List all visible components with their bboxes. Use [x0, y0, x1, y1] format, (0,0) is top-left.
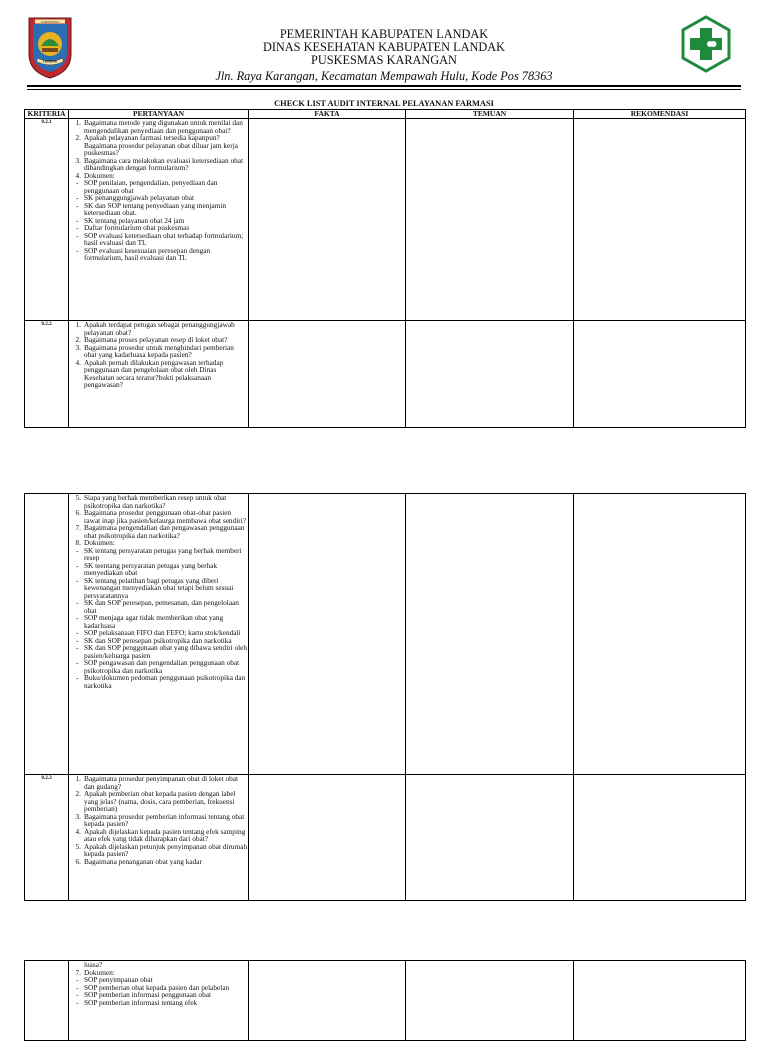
criteria-row: [25, 321, 746, 428]
document-list-item: [69, 547, 248, 562]
temuan-cell[interactable]: [406, 775, 574, 901]
puskesmas-green-cross-icon: [680, 15, 732, 73]
document-item-text: SOP pemberian informasi tentang efek: [84, 997, 198, 1007]
question-number: 7.: [75, 523, 81, 532]
temuan-cell[interactable]: [406, 494, 574, 775]
document-item-text: SK dan SOP penggunaan obat yang dibawa sendiri oleh pasien/keluarga pasien: [84, 643, 248, 660]
criteria-row: [25, 119, 746, 321]
bullet-dash: -: [76, 178, 79, 187]
document-item-text: SOP penilaian, pengendalian, penyediaan dan penggunaan obat: [84, 178, 218, 195]
question-item: [69, 321, 248, 336]
bullet-dash: -: [76, 658, 79, 667]
kriteria-cell: 8.2.1: [25, 119, 69, 321]
audit-table-page-2: [24, 493, 746, 901]
question-number: 2.: [75, 133, 81, 142]
document-list-item: [69, 562, 248, 577]
col-header-kriteria: KRITERIA: [25, 110, 69, 119]
question-text: Bagaimana cara melakukan evaluasi ketersediaan obat dibandingkan dengan formularium?: [84, 155, 244, 172]
bullet-dash: -: [76, 545, 79, 555]
document-item-text: SOP pemberian informasi penggunaan obat: [84, 990, 211, 999]
fakta-cell[interactable]: [249, 119, 406, 321]
document-list-item: [69, 614, 248, 629]
kriteria-cell: 8.2.3: [25, 775, 69, 901]
header-line-3: PUSKESMAS KARANGAN: [311, 53, 457, 67]
document-list-item: [69, 674, 248, 689]
bullet-dash: -: [76, 628, 79, 637]
temuan-cell[interactable]: [406, 961, 574, 1041]
document-list-item: [69, 247, 248, 262]
document-item-text: SOP pengawasan dan pengendalian penggunaan obat psikotropika dan narkotika: [84, 658, 240, 675]
header-address: Jln. Raya Karangan, Kecamatan Mempawah Hulu, Kode Pos 78363: [215, 69, 553, 83]
fakta-cell[interactable]: [249, 775, 406, 901]
header-rule-thick: [27, 85, 741, 87]
bullet-dash: -: [76, 200, 79, 210]
question-text: Siapa yang berhak memberikan resep untuk obat psikotropika dan narkotika?: [84, 493, 227, 510]
bullet-dash: -: [76, 673, 79, 682]
document-item-text: SOP evaluasi ketersediaan obat terhadap formularium; hasil evaluasi dan TL: [84, 230, 244, 247]
rekomendasi-cell[interactable]: [574, 321, 746, 428]
question-item: [69, 157, 248, 172]
document-item-text: SOP penyimpanan obat: [84, 975, 153, 984]
bullet-dash: -: [76, 997, 79, 1007]
header-rule-thin: [27, 89, 741, 90]
temuan-cell[interactable]: [406, 119, 574, 321]
question-text: Bagaimana prosedur penggunaan obat-obat pasien rawat inap jika pasien/kelaurga membawa obat sendiri?: [84, 508, 246, 525]
document-item-text: SOP evaluasi kesesuaian peresepan dengan formularium, hasil evaluasi dan TL: [84, 245, 211, 262]
audit-table-page-1: [24, 109, 746, 428]
document-list-item: [69, 179, 248, 194]
question-text: Bagaimana prosedur penyimpanan obat di loket obat dan gudang?: [84, 774, 239, 791]
document-item-text: SK teentang persyaratan petugas yang berhak menyediakan obat: [84, 560, 218, 577]
bullet-dash: -: [76, 982, 79, 992]
question-text: Apakah dijelaskan kepada pasien tentang efek samping atau efek yang tidak diharapkan dari obat?: [84, 826, 246, 843]
fakta-cell[interactable]: [249, 494, 406, 775]
question-text: Apakah pelayanan farmasi tersedia kapanpun? Bagaimana prosedur pelayanan obat diluar jam kerja puskesmas?: [84, 133, 238, 157]
criteria-row: [25, 494, 746, 775]
header-line-1: PEMERINTAH KABUPATEN LANDAK: [279, 27, 489, 41]
document-item-text: SOP menjaga agar tidak memberikan obat yang kadarluasa: [84, 613, 224, 630]
criteria-row: [25, 961, 746, 1041]
document-list-item: [69, 659, 248, 674]
question-item: [69, 134, 248, 157]
question-number: 5.: [75, 493, 81, 502]
question-number: 3.: [75, 811, 81, 821]
question-item: [69, 524, 248, 539]
bullet-dash: -: [76, 635, 79, 645]
question-number: 7.: [75, 967, 81, 977]
fakta-cell[interactable]: [249, 961, 406, 1041]
fakta-cell[interactable]: [249, 321, 406, 428]
question-item: [69, 509, 248, 524]
col-header-pertanyaan: PERTANYAAN: [69, 110, 249, 119]
question-text: Dokumen:: [84, 170, 115, 180]
question-item: [69, 359, 248, 389]
crest-bottom-text: LANDAK: [42, 59, 58, 64]
temuan-cell[interactable]: [406, 321, 574, 428]
pertanyaan-cell: [69, 119, 249, 321]
crest-top-text: KABUPATEN: [41, 19, 59, 24]
question-number: 6.: [75, 856, 81, 866]
question-number: 8.: [75, 538, 81, 547]
document-item-text: Daftar formularium obat puskesmas: [84, 223, 190, 232]
document-list-item: [69, 999, 248, 1007]
question-item: [69, 775, 248, 790]
question-number: 3.: [75, 155, 81, 165]
question-number: 2.: [75, 789, 81, 798]
kriteria-cell: [25, 494, 69, 775]
question-text: luasa?: [84, 960, 103, 969]
pertanyaan-cell: [69, 494, 249, 775]
document-item-text: SK penanggungjawab pelayanan obat: [84, 193, 195, 202]
question-item: [69, 494, 248, 509]
document-item-text: SOP pemberian obat kepada pasien dan pelabelan: [84, 982, 230, 992]
question-item: [69, 858, 248, 866]
document-item-text: SK tentang pelatihan bagi petugas yang diberi kewenangan menyediakan obat tetapi belum sesuai persyaratannya: [84, 575, 234, 600]
question-item: [69, 344, 248, 359]
question-number: 5.: [75, 841, 81, 851]
document-item-text: SK tentang persyaratan petugas yang berhak memberi resep: [84, 545, 242, 562]
question-item: [69, 813, 248, 828]
kriteria-cell: 8.2.2: [25, 321, 69, 428]
document-item-text: SK dan SOP tentang penyediaan yang menjamin ketersediaan obat.: [84, 200, 226, 217]
question-text: Bagaimana prosedur untuk menghindari pemberian obat yang kadarluasa kepada pasien?: [84, 342, 234, 359]
bullet-dash: -: [76, 193, 79, 202]
bullet-dash: -: [76, 230, 79, 240]
question-text: Bagaimana pengendalian dan pengawasan penggunaan obat psikotropika dan narkotika?: [84, 523, 245, 540]
question-number: 4.: [75, 357, 81, 367]
pertanyaan-cell: [69, 321, 249, 428]
question-text: Apakah pernah dilakukan pengawasan terhadap penggunaan dan pengelolaan obat oleh Dinas Kesehatan secara teratur?bukti pelaksanaan pengawasan?: [84, 357, 224, 389]
rekomendasi-cell[interactable]: [574, 961, 746, 1041]
rekomendasi-cell[interactable]: [574, 775, 746, 901]
bullet-dash: -: [76, 598, 79, 607]
question-text: Bagaimana metode yang digunakan untuk menilai dan mengendalikan penyediaan dan penggunaan obat?: [84, 118, 243, 135]
question-text: Bagaimana penanganan obat yang kadar: [84, 856, 202, 866]
question-item: [69, 843, 248, 858]
document-list-item: [69, 232, 248, 247]
document-item-text: SOP pelaksanaan FIFO dan FEFO; kartu stok/kendali: [84, 628, 241, 637]
criteria-row: [25, 775, 746, 901]
question-item: [69, 119, 248, 134]
pertanyaan-cell: [69, 961, 249, 1041]
bullet-dash: -: [76, 613, 79, 622]
document-item-text: SK dan SOP peresepan psikotropika dan narkotika: [84, 635, 232, 645]
col-header-rekomendasi: REKOMENDASI: [574, 110, 746, 119]
question-text: Bagaimana proses pelayanan resep di loket obat?: [84, 335, 228, 344]
bullet-dash: -: [76, 223, 79, 232]
letterhead: [0, 0, 768, 90]
question-number: 4.: [75, 826, 81, 836]
question-text: Dokumen:: [84, 967, 115, 977]
question-number: 3.: [75, 342, 81, 352]
question-number: 4.: [75, 170, 81, 180]
bullet-dash: -: [76, 975, 79, 984]
question-number: 1.: [75, 320, 81, 329]
question-item: [69, 790, 248, 813]
document-item-text: SK dan SOP peresepan, pemesanan, dan pengelolaan obat: [84, 598, 239, 615]
document-list-item: [69, 599, 248, 614]
question-number: 1.: [75, 118, 81, 127]
question-text: Apakah terdapat petugas sebagai penanggungjawab pelayanan obat?: [84, 320, 235, 337]
question-number: 1.: [75, 774, 81, 783]
question-text: Bagaimana prosedur pemberian informasi tentang obat kepada pasien?: [84, 811, 245, 828]
question-number: 6.: [75, 508, 81, 517]
bullet-dash: -: [76, 643, 79, 652]
col-header-fakta: FAKTA: [249, 110, 406, 119]
question-text: Apakah pemberian obat kepada pasien dengan label yang jelas? (nama, dosis, cara pemberian, frekuensi pemberian): [84, 789, 236, 813]
bullet-dash: -: [76, 990, 79, 999]
kriteria-cell: [25, 961, 69, 1041]
bullet-dash: -: [76, 215, 79, 225]
audit-table-page-3: [24, 960, 746, 1041]
document-item-text: SK tentang pelayanan obat 24 jam: [84, 215, 185, 225]
question-number: 2.: [75, 335, 81, 344]
pertanyaan-cell: [69, 775, 249, 901]
landak-regency-crest-icon: [26, 14, 74, 80]
question-item: [69, 828, 248, 843]
col-header-temuan: TEMUAN: [406, 110, 574, 119]
rekomendasi-cell[interactable]: [574, 119, 746, 321]
question-text: Apakah dijelaskan petunjuk penyimpanan obat dirumah kepada pasien?: [84, 841, 248, 858]
question-text: Dokumen:: [84, 538, 115, 547]
rekomendasi-cell[interactable]: [574, 494, 746, 775]
header-line-2: DINAS KESEHATAN KABUPATEN LANDAK: [262, 40, 506, 54]
bullet-dash: -: [76, 560, 79, 570]
document-list-item: [69, 202, 248, 217]
document-item-text: Buku/dokumen pedoman penggunaan psikotropika dan narkotika: [84, 673, 246, 690]
bullet-dash: -: [76, 245, 79, 255]
document-list-item: [69, 644, 248, 659]
bullet-dash: -: [76, 575, 79, 585]
document-list-item: [69, 577, 248, 600]
document-title: CHECK LIST AUDIT INTERNAL PELAYANAN FARMASI: [274, 99, 494, 108]
